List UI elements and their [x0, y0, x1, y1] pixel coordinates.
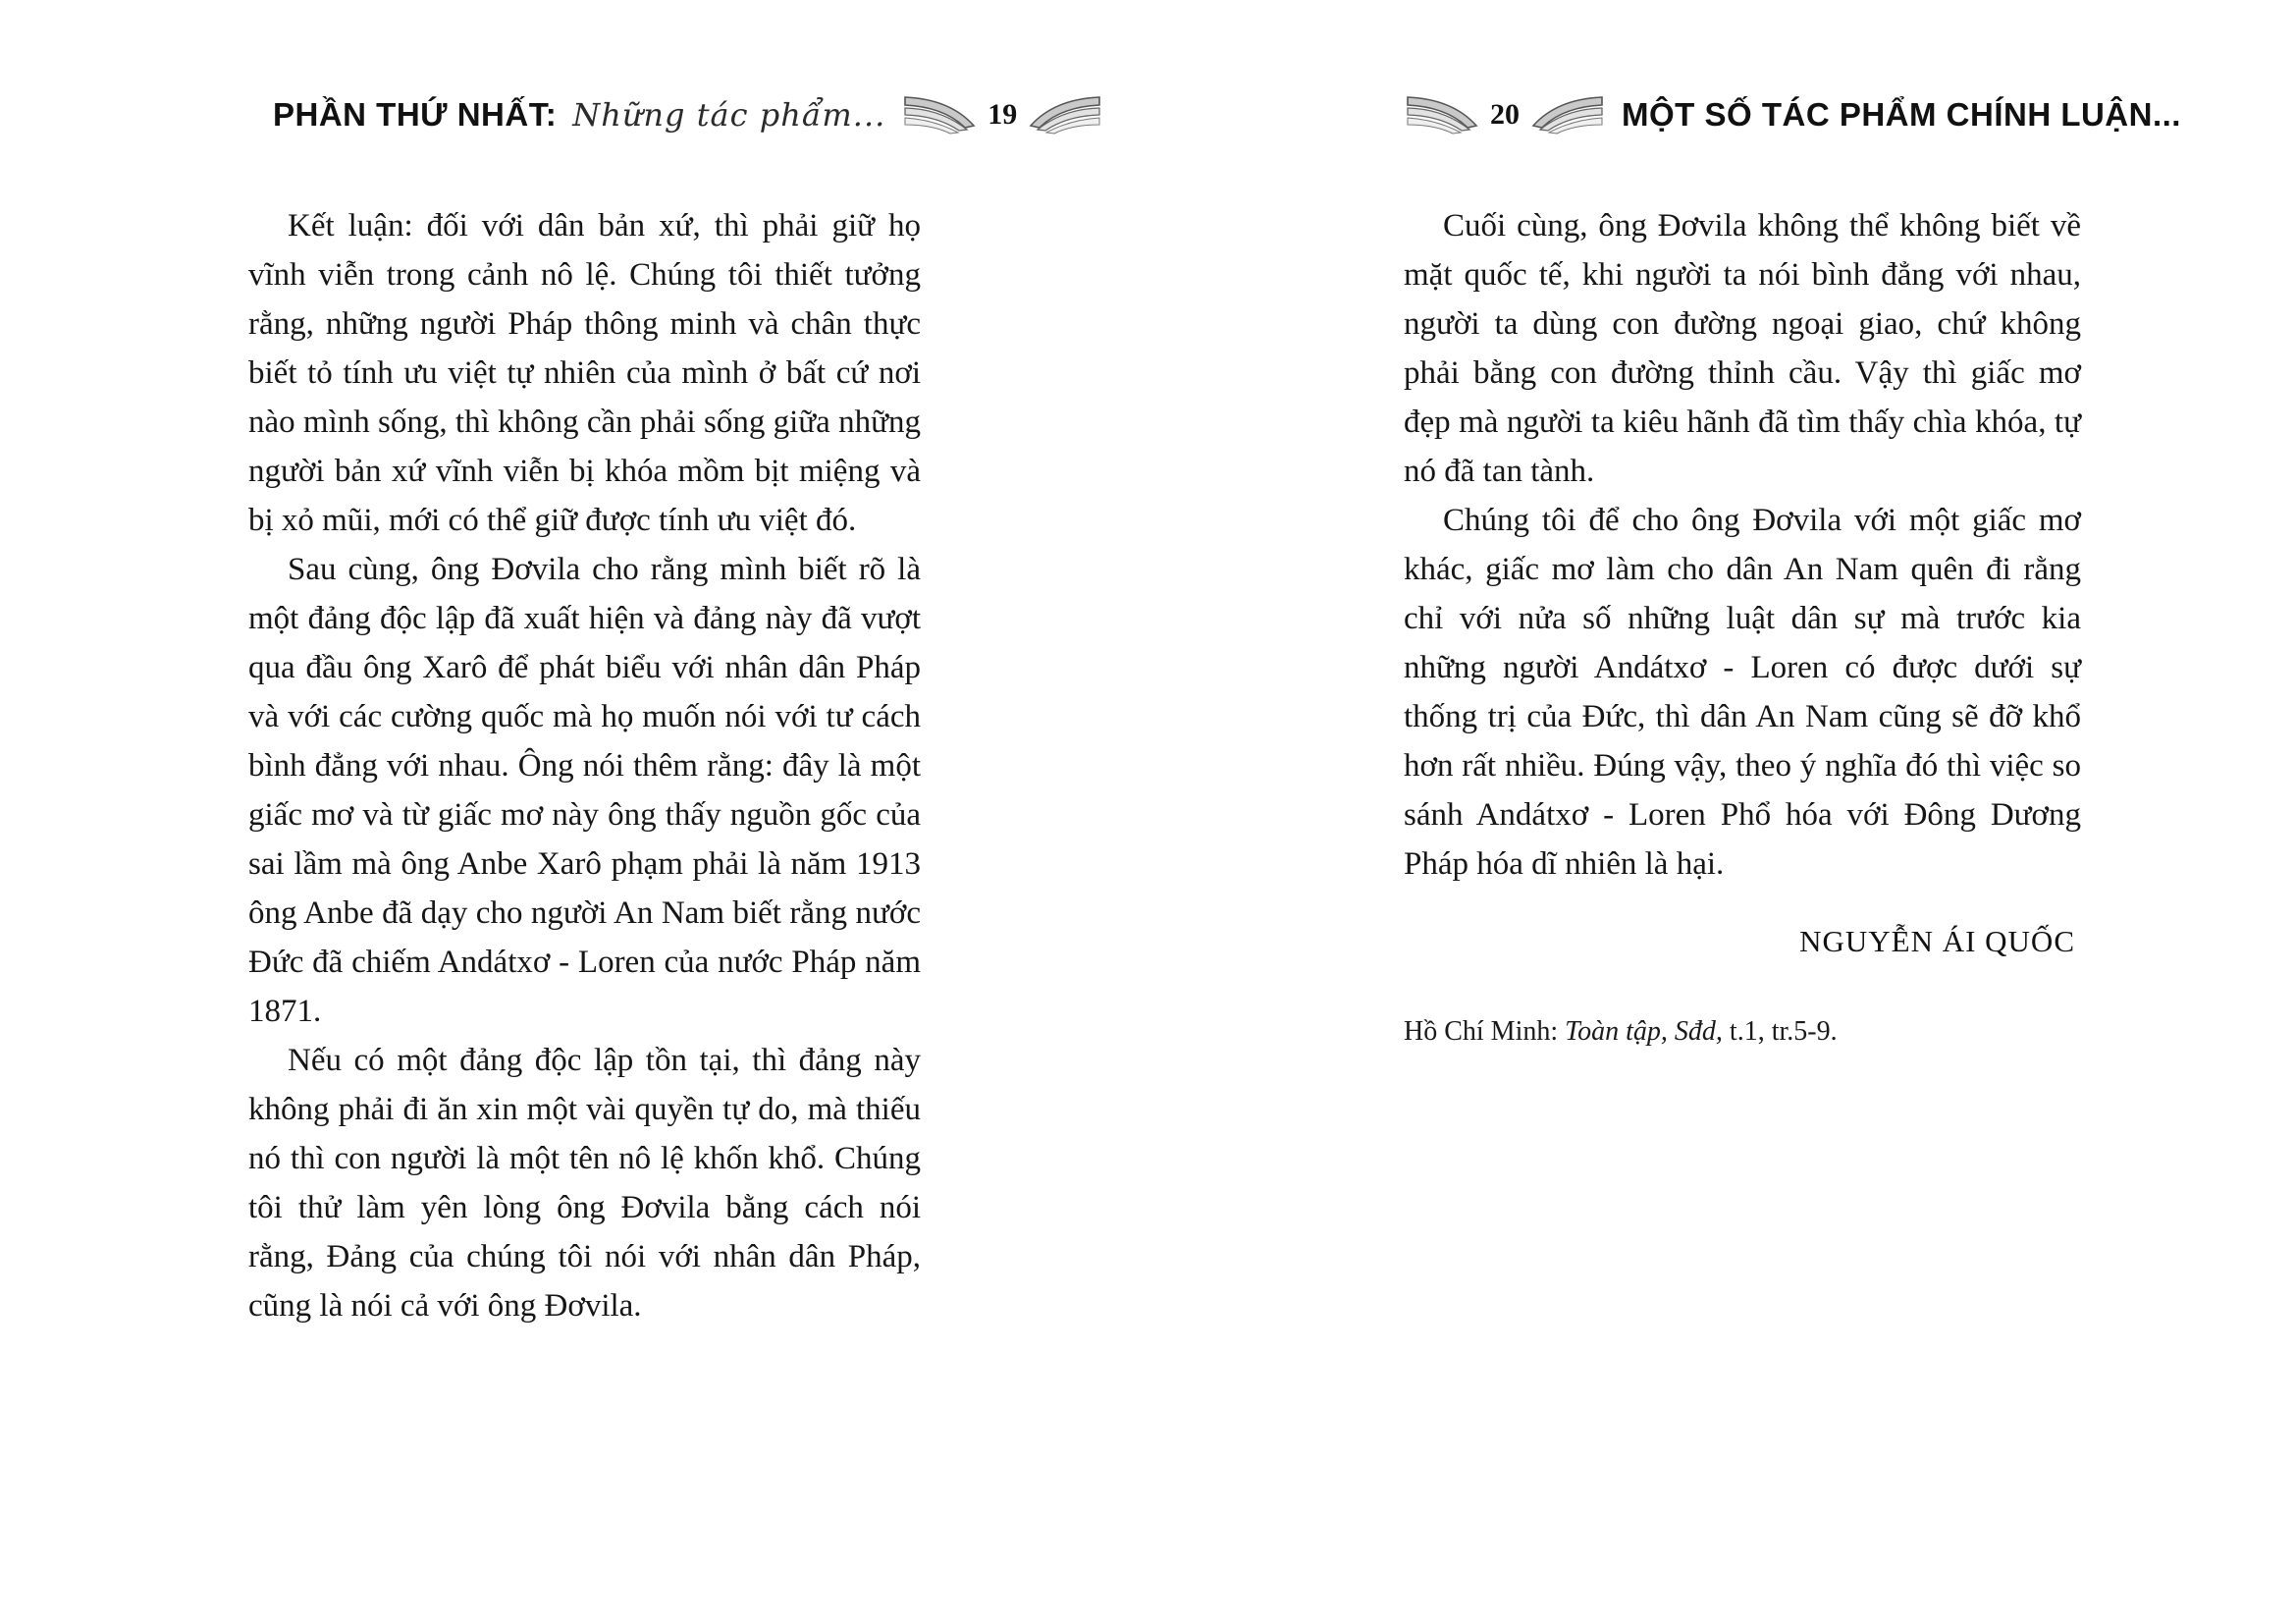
right-page-ornament [1404, 94, 1606, 135]
left-page-body [248, 201, 921, 1330]
footnote-suffix: t.1, tr.5-9. [1722, 1016, 1838, 1047]
left-page-header [273, 94, 1103, 135]
left-page-ornament [901, 94, 1103, 135]
paragraph: Nếu có một đảng độc lập tồn tại, thì đảng này không phải đi ăn xin một vài quyền tự do, mà thiếu nó thì con người là một tên nô lệ khốn khổ. Chúng tôi thử làm yên lòng ông Đơvila bằng cách nói rằng, Đảng của chúng tôi nói với nhân dân Pháp, cũng là nói cả với ông Đơvila. [248, 1043, 921, 1324]
right-page-header [1404, 94, 2181, 135]
footnote-source-title: Toàn tập, Sđd, [1565, 1016, 1723, 1047]
paragraph: Kết luận: đối với dân bản xứ, thì phải giữ họ vĩnh viễn trong cảnh nô lệ. Chúng tôi thiết tưởng rằng, những người Pháp thông minh và chân thực biết tỏ tính ưu việt tự nhiên của mình ở bất cứ nơi nào mình sống, thì không cần phải sống giữa những người bản xứ vĩnh viễn bị khóa mồm bịt miệng và bị xỏ mũi, mới có thể giữ được tính ưu việt đó. [248, 208, 921, 538]
paragraph: Chúng tôi để cho ông Đơvila với một giấc mơ khác, giấc mơ làm cho dân An Nam quên đi rằng chỉ với nửa số những luật dân sự mà trước kia những người Andátxơ - Loren có được dưới sự thống trị của Đức, thì dân An Nam cũng sẽ đỡ khổ hơn rất nhiều. Đúng vậy, theo ý nghĩa đó thì việc so sánh Andátxơ - Loren Phổ hóa với Đông Dương Pháp hóa dĩ nhiên là hại. [1404, 503, 2081, 882]
footnote-prefix: Hồ Chí Minh: [1404, 1016, 1566, 1047]
right-page-number: 20 [1490, 98, 1520, 131]
right-header-title: MỘT SỐ TÁC PHẨM CHÍNH LUẬN... [1622, 96, 2181, 133]
open-book-wing-icon [1027, 94, 1103, 135]
paragraph: Sau cùng, ông Đơvila cho rằng mình biết rõ là một đảng độc lập đã xuất hiện và đảng này đã vượt qua đầu ông Xarô để phát biểu với nhân dân Pháp và với các cường quốc mà họ muốn nói với tư cách bình đẳng với nhau. Ông nói thêm rằng: đây là một giấc mơ và từ giấc mơ này ông thấy nguồn gốc của sai lầm mà ông Anbe Xarô phạm phải là năm 1913 ông Anbe đã dạy cho người An Nam biết rằng nước Đức đã chiếm Andátxơ - Loren của nước Pháp năm 1871. [248, 552, 921, 1029]
author-signature: NGUYỄN ÁI QUỐC [1799, 924, 2075, 958]
source-footnote [1404, 1016, 2081, 1048]
open-book-wing-icon [901, 94, 978, 135]
open-book-wing-icon [1404, 94, 1480, 135]
left-page-number: 19 [988, 98, 1018, 131]
left-header-subtitle: Những tác phẩm... [572, 96, 886, 134]
right-page-body [1404, 201, 2081, 1048]
left-header-title: PHẦN THỨ NHẤT: [273, 96, 558, 133]
open-book-wing-icon [1529, 94, 1606, 135]
paragraph: Cuối cùng, ông Đơvila không thể không biết về mặt quốc tế, khi người ta nói bình đẳng với nhau, người ta dùng con đường ngoại giao, chứ không phải bằng con đường thỉnh cầu. Vậy thì giấc mơ đẹp mà người ta kiêu hãnh đã tìm thấy chìa khóa, tự nó đã tan tành. [1404, 208, 2081, 489]
